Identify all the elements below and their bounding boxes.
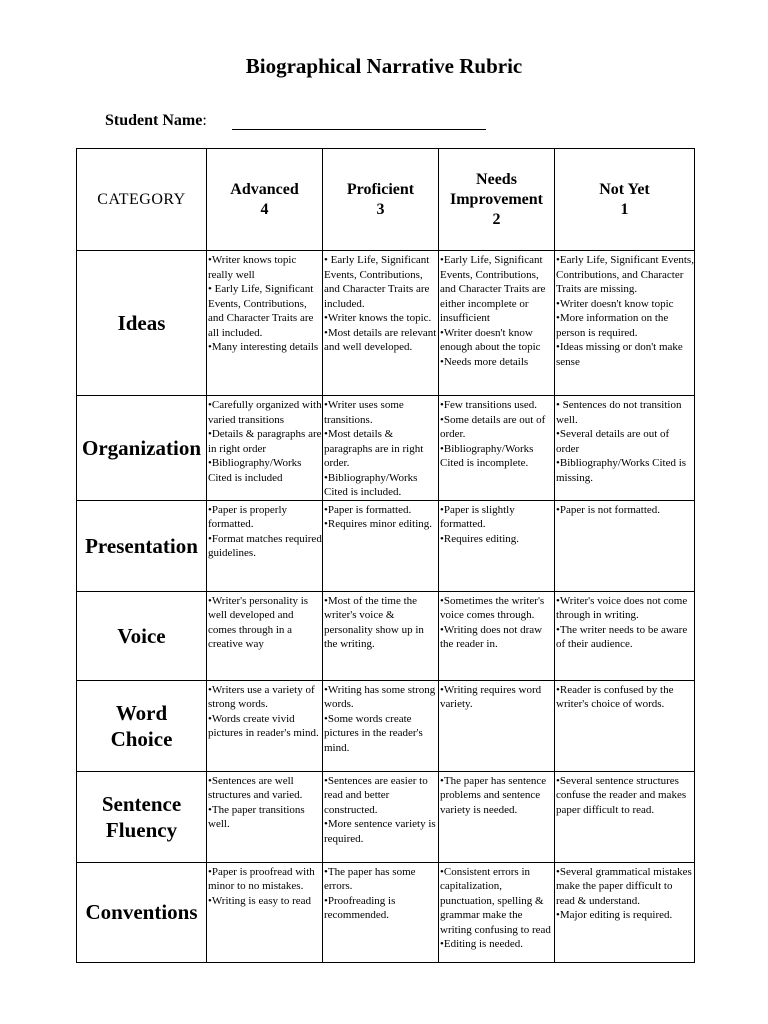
category-name: Ideas bbox=[77, 251, 207, 396]
criteria-item: •Reader is confused by the writer's choice of words. bbox=[556, 683, 674, 710]
criteria-item: •Sentences are well structures and varied. bbox=[208, 774, 303, 801]
criteria-item: •Most details & paragraphs are in right order. bbox=[324, 428, 424, 469]
criteria-item: •Requires minor editing. bbox=[324, 518, 433, 530]
level-header-not-yet bbox=[555, 149, 695, 251]
criteria-item: •Few transitions used. bbox=[440, 399, 538, 411]
rubric-row bbox=[77, 771, 695, 862]
criteria-item: •Paper is properly formatted. bbox=[208, 503, 287, 530]
criteria-item: •Sentences are easier to read and better constructed. bbox=[324, 774, 428, 816]
category-name: Voice bbox=[77, 591, 207, 680]
criteria-item: •Proofreading is recommended. bbox=[324, 894, 396, 921]
criteria-item: •Format matches required guidelines. bbox=[208, 532, 322, 559]
rubric-body bbox=[77, 251, 695, 963]
rubric-table bbox=[76, 148, 695, 963]
criteria-item: •Writer knows topic really well bbox=[208, 254, 297, 281]
criteria-cell bbox=[555, 862, 695, 962]
criteria-cell bbox=[439, 771, 555, 862]
level-score: 3 bbox=[376, 200, 385, 218]
category-name: Presentation bbox=[77, 500, 207, 591]
criteria-item: •Requires editing. bbox=[440, 532, 520, 545]
criteria-cell bbox=[555, 771, 695, 862]
criteria-item: •Ideas missing or don't make sense bbox=[556, 341, 683, 368]
rubric-row bbox=[77, 680, 695, 771]
level-score: 1 bbox=[620, 200, 629, 218]
criteria-item: •Early Life, Significant Events, Contributions, and Character Traits are either incomplete or insufficient bbox=[440, 254, 546, 324]
header-row bbox=[77, 149, 695, 251]
level-header-proficient bbox=[323, 149, 439, 251]
criteria-item: •The paper has sentence problems and sentence variety is needed. bbox=[440, 774, 547, 816]
criteria-item: •Bibliography/Works Cited is included bbox=[208, 457, 302, 484]
criteria-item: •Bibliography/Works Cited is incomplete. bbox=[440, 442, 534, 469]
criteria-item: •Writing is easy to read bbox=[208, 894, 311, 907]
level-header-needs-improvement bbox=[439, 149, 555, 251]
criteria-item: •Some details are out of order. bbox=[440, 413, 546, 440]
level-header-advanced bbox=[207, 149, 323, 251]
criteria-item: •The paper has some errors. bbox=[324, 865, 416, 892]
criteria-item: •Bibliography/Works Cited is included. bbox=[324, 471, 418, 498]
rubric-row bbox=[77, 251, 695, 396]
criteria-item: •Writing has some strong words. bbox=[324, 683, 436, 710]
criteria-cell bbox=[207, 591, 323, 680]
category-name: Sentence Fluency bbox=[77, 771, 207, 862]
level-score: 4 bbox=[260, 200, 269, 218]
criteria-cell bbox=[555, 396, 695, 501]
criteria-item: • Early Life, Significant Events, Contributions, and Character Traits are all included. bbox=[208, 283, 314, 339]
category-name: Conventions bbox=[77, 862, 207, 962]
category-header: CATEGORY bbox=[77, 149, 207, 251]
criteria-cell bbox=[439, 396, 555, 501]
criteria-item: •Editing is needed. bbox=[440, 938, 523, 950]
criteria-item: • Early Life, Significant Events, Contributions, and Character Traits are included. bbox=[324, 254, 430, 310]
criteria-cell bbox=[555, 251, 695, 396]
level-name: Needs Improvement bbox=[449, 170, 544, 208]
criteria-cell bbox=[439, 251, 555, 396]
criteria-item: •Several sentence structures confuse the reader and makes paper difficult to read. bbox=[556, 774, 687, 816]
criteria-item: • Sentences do not transition well. bbox=[556, 399, 682, 426]
student-name-label: Student Name bbox=[105, 112, 203, 129]
rubric-row bbox=[77, 591, 695, 680]
student-name-colon: : bbox=[202, 112, 207, 129]
criteria-item: •Carefully organized with varied transitions bbox=[208, 399, 322, 426]
rubric-row bbox=[77, 862, 695, 962]
criteria-cell bbox=[207, 680, 323, 771]
criteria-item: •Many interesting details bbox=[208, 341, 319, 353]
criteria-cell bbox=[323, 500, 439, 591]
criteria-cell bbox=[323, 680, 439, 771]
level-name: Not Yet bbox=[599, 180, 650, 198]
criteria-item: •Writer's personality is well developed and comes through in a creative way bbox=[208, 594, 309, 650]
criteria-item: •Writer uses some transitions. bbox=[324, 399, 404, 426]
criteria-item: •Early Life, Significant Events, Contributions, and Character Traits are missing. bbox=[556, 254, 694, 295]
criteria-item: •Bibliography/Works Cited is missing. bbox=[556, 457, 687, 484]
criteria-item: •Most of the time the writer's voice & personality show up in the writing. bbox=[324, 594, 424, 650]
criteria-cell bbox=[555, 500, 695, 591]
criteria-item: •Paper is proofread with minor to no mistakes. bbox=[208, 865, 315, 892]
rubric-row bbox=[77, 500, 695, 591]
criteria-item: •Several grammatical mistakes make the paper difficult to read & understand. bbox=[556, 865, 692, 907]
level-name: Proficient bbox=[346, 180, 415, 198]
criteria-cell bbox=[207, 251, 323, 396]
student-name-row bbox=[105, 112, 207, 130]
criteria-cell bbox=[439, 680, 555, 771]
criteria-cell bbox=[323, 251, 439, 396]
criteria-item: •Most details are relevant and well developed. bbox=[324, 326, 437, 353]
criteria-item: •The writer needs to be aware of their audience. bbox=[556, 623, 688, 650]
criteria-item: •Some words create pictures in the reader's mind. bbox=[324, 712, 423, 754]
criteria-cell bbox=[207, 862, 323, 962]
criteria-item: •Paper is slightly formatted. bbox=[440, 503, 515, 530]
criteria-cell bbox=[207, 500, 323, 591]
criteria-item: •Paper is formatted. bbox=[324, 503, 412, 516]
category-name: Word Choice bbox=[77, 680, 207, 771]
criteria-cell bbox=[323, 396, 439, 501]
criteria-item: •The paper transitions well. bbox=[208, 803, 305, 830]
criteria-item: •Writer knows the topic. bbox=[324, 312, 432, 324]
criteria-cell bbox=[323, 862, 439, 962]
criteria-item: •Several details are out of order bbox=[556, 428, 670, 455]
rubric-row bbox=[77, 396, 695, 501]
criteria-cell bbox=[207, 771, 323, 862]
criteria-item: •Sometimes the writer's voice comes through. •Writing does not draw the reader in. bbox=[440, 594, 545, 650]
criteria-cell bbox=[439, 591, 555, 680]
criteria-item: •Words create vivid pictures in reader's mind. bbox=[208, 712, 319, 739]
criteria-item: •Major editing is required. bbox=[556, 909, 673, 921]
criteria-item: •Writer doesn't know enough about the topic •Needs more details bbox=[440, 326, 541, 368]
criteria-cell bbox=[555, 680, 695, 771]
category-name: Organization bbox=[77, 396, 207, 501]
criteria-cell bbox=[207, 396, 323, 501]
criteria-item: •Writers use a variety of strong words. bbox=[208, 683, 315, 710]
criteria-item: •Writing requires word variety. bbox=[440, 683, 542, 710]
page-title: Biographical Narrative Rubric bbox=[245, 54, 523, 78]
level-score: 2 bbox=[492, 210, 501, 228]
criteria-cell bbox=[439, 862, 555, 962]
student-name-field[interactable] bbox=[232, 129, 486, 130]
criteria-cell bbox=[555, 591, 695, 680]
level-name: Advanced bbox=[230, 180, 299, 198]
criteria-cell bbox=[323, 771, 439, 862]
criteria-cell bbox=[323, 591, 439, 680]
criteria-cell bbox=[439, 500, 555, 591]
criteria-item: •Details & paragraphs are in right order bbox=[208, 428, 322, 455]
criteria-item: •Writer's voice does not come through in writing. bbox=[556, 594, 688, 621]
criteria-item: •Consistent errors in capitalization, punctuation, spelling & grammar make the writing confusing to read bbox=[440, 865, 551, 936]
criteria-item: •More information on the person is required. bbox=[556, 312, 669, 339]
criteria-item: •Paper is not formatted. bbox=[556, 503, 661, 516]
criteria-item: •Writer doesn't know topic bbox=[556, 297, 674, 310]
criteria-item: •More sentence variety is required. bbox=[324, 818, 436, 845]
